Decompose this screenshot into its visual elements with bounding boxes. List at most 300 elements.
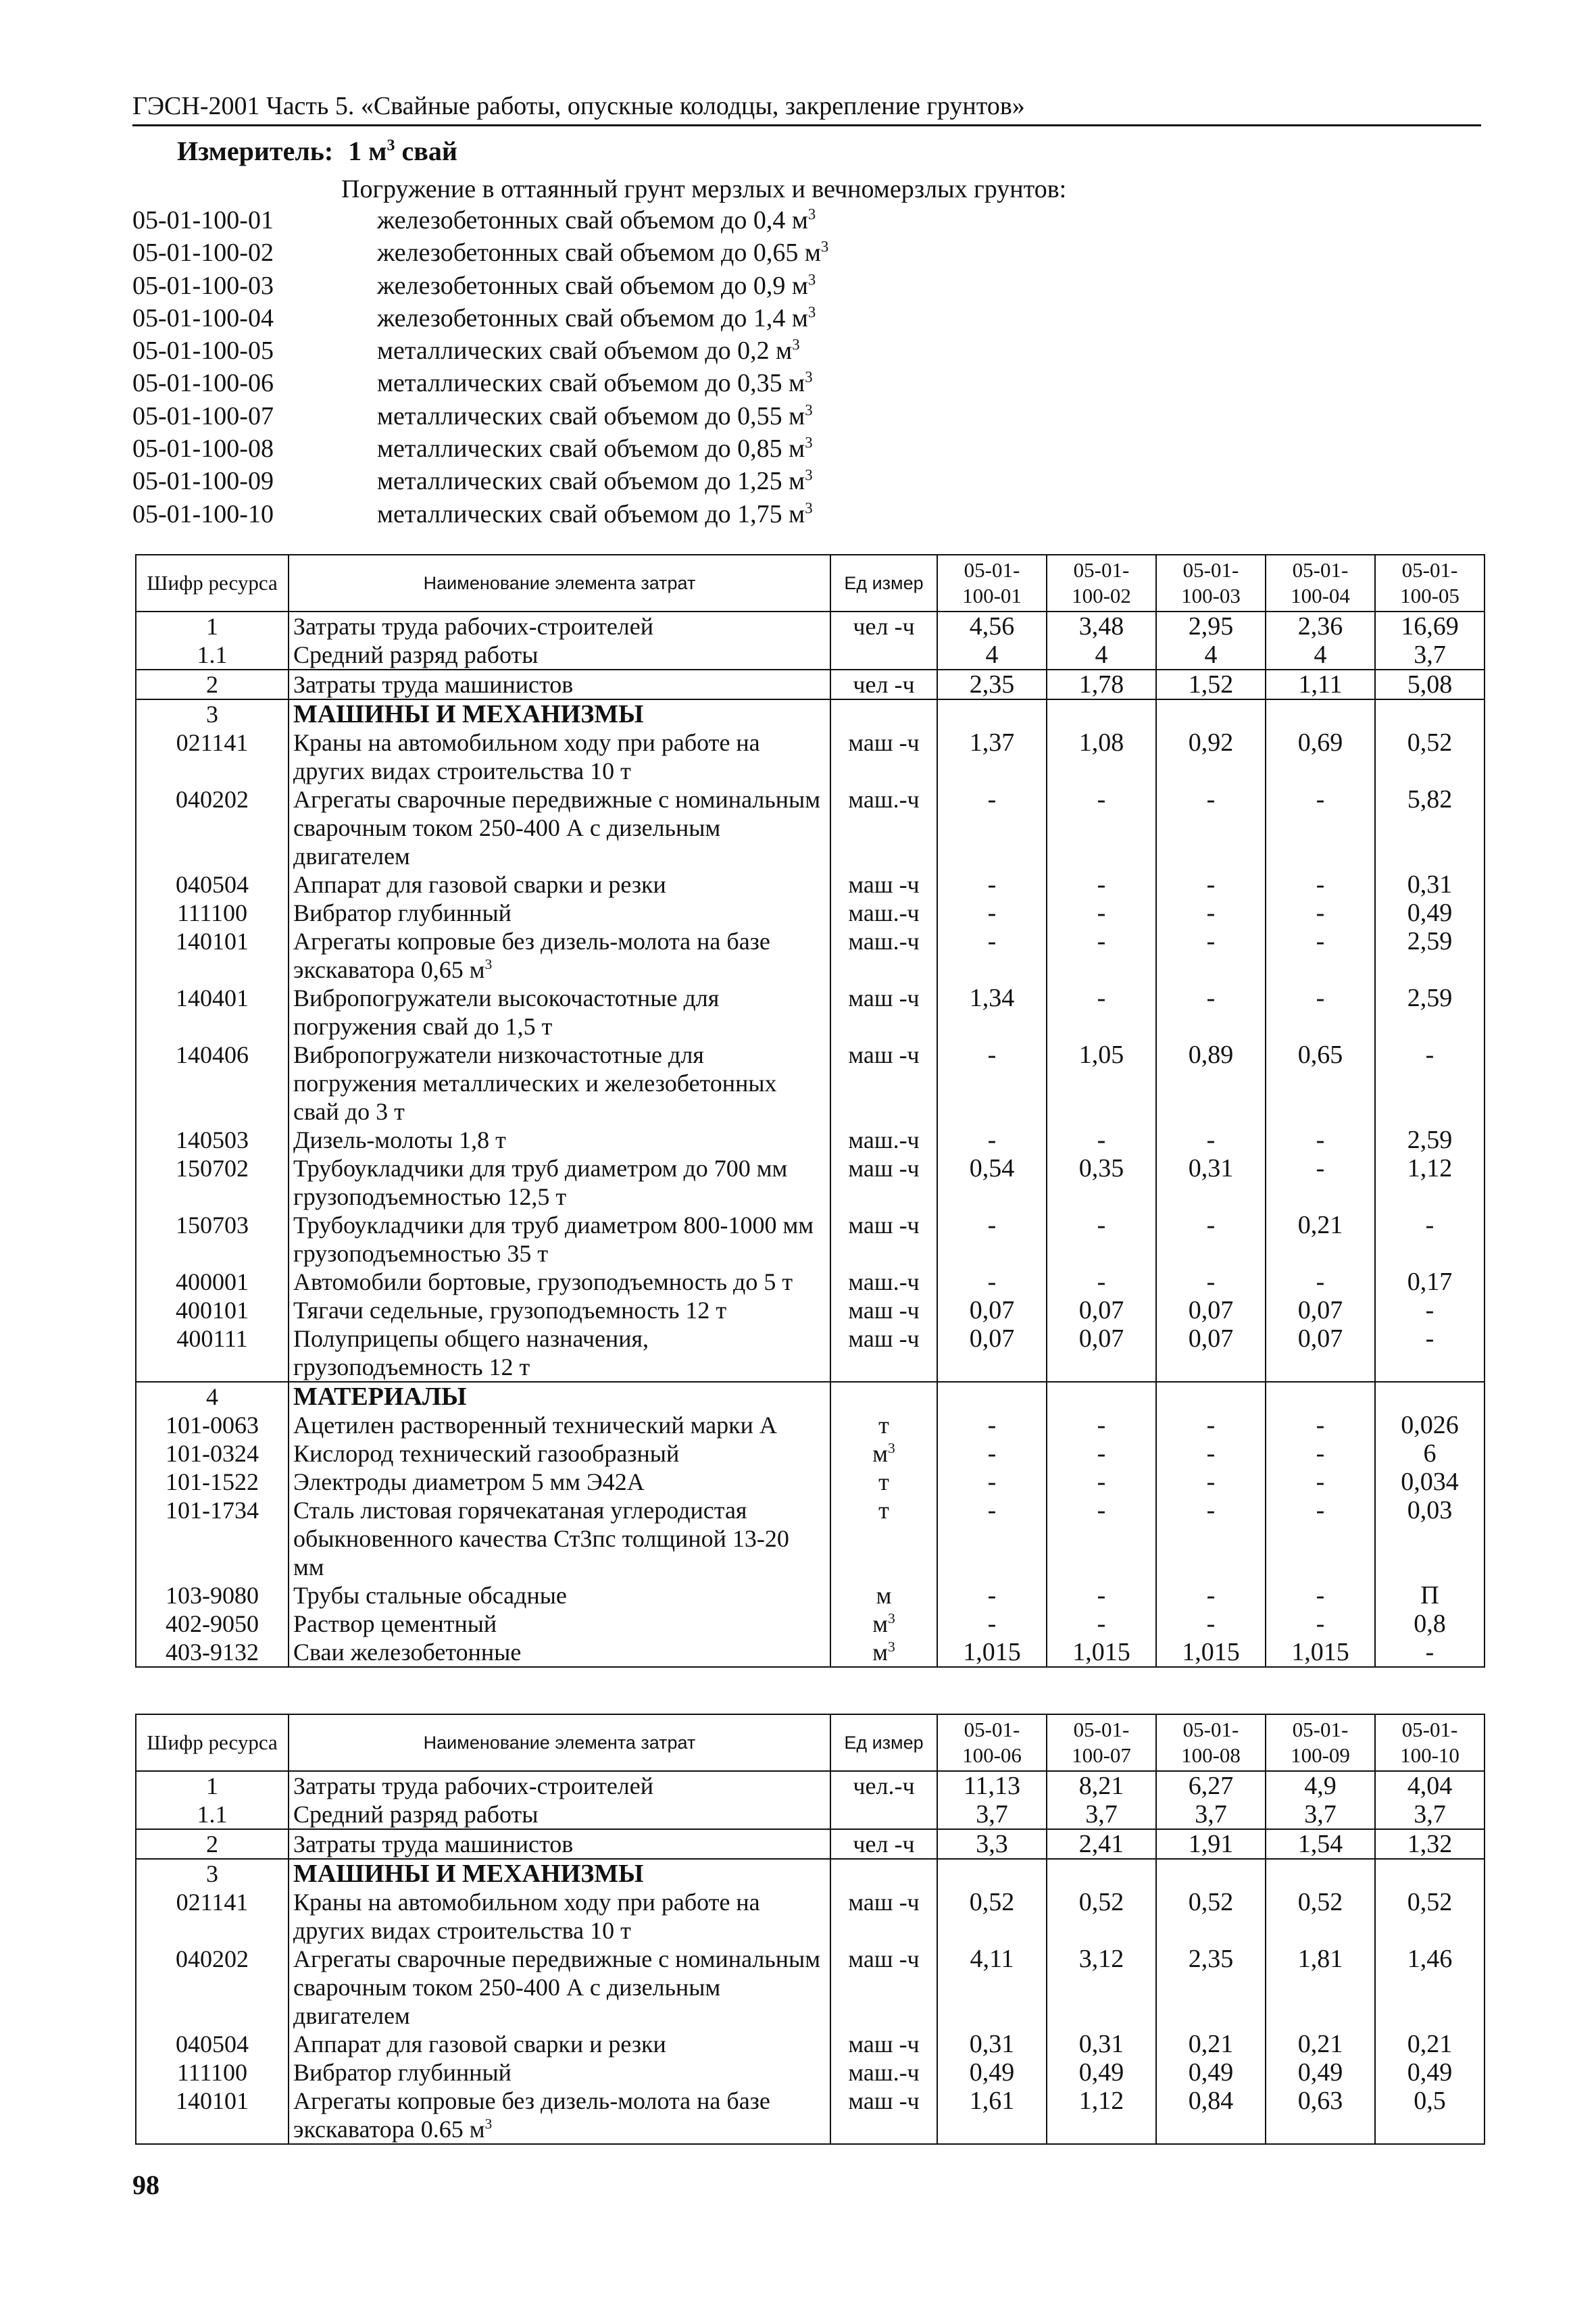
norm-value: - (1047, 927, 1156, 984)
resource-unit-text: м (872, 1610, 888, 1637)
code-list-item (132, 432, 1078, 465)
norm-value: 4,04 (1375, 1771, 1485, 1800)
superscript: 3 (820, 238, 829, 255)
norm-value: 0,21 (1266, 1211, 1375, 1268)
norm-value: - (1375, 1296, 1485, 1324)
item-description-text: металлических свай объемом до 0,35 м (377, 369, 805, 398)
norm-value: 3,7 (1156, 1800, 1266, 1829)
norm-value: - (1266, 1439, 1375, 1468)
resource-unit (830, 1800, 937, 1829)
resource-name-text: Вибратор глубинный (293, 2059, 512, 2086)
norm-value: - (1156, 1581, 1266, 1610)
col-header-unit: Ед измер (830, 555, 937, 612)
norm-value: 0,21 (1266, 2030, 1375, 2058)
norm-value: - (1375, 1638, 1485, 1667)
norm-value: - (1156, 1268, 1266, 1296)
resource-unit (830, 1829, 937, 1859)
resource-name-text: Краны на автомобильном ходу при работе на других видах строительства 10 т (293, 1889, 760, 1944)
resource-code: 3 (136, 1859, 289, 1888)
norm-value: 0,92 (1156, 728, 1266, 785)
section-row (136, 699, 1485, 728)
table-row (136, 1468, 1485, 1496)
resource-name-text: Раствор цементный (293, 1610, 497, 1637)
norm-value: - (1156, 1496, 1266, 1581)
norm-value: - (1266, 984, 1375, 1041)
norm-value: 2,59 (1375, 984, 1485, 1041)
superscript: 3 (792, 336, 800, 353)
norm-value: 1,015 (1266, 1638, 1375, 1667)
norm-value: 1,81 (1266, 1945, 1375, 2030)
norm-value: 1,32 (1375, 1829, 1485, 1859)
col-header-code: Шифр ресурса (136, 1714, 289, 1771)
resource-name-text: Трубоукладчики для труб диаметром 800-1000 мм грузоподъемностью 35 т (293, 1212, 814, 1267)
resource-table-1 (135, 554, 1485, 1668)
resource-code: 150702 (136, 1154, 289, 1211)
resource-unit (830, 1468, 937, 1496)
code-list (132, 204, 1078, 530)
norm-value (1375, 699, 1485, 728)
resource-name-text: Аппарат для газовой сварки и резки (293, 871, 666, 898)
norm-value: 2,35 (1156, 1945, 1266, 2030)
code-list-item (132, 367, 1078, 399)
norm-value: - (1266, 1610, 1375, 1638)
resource-name-text: Тягачи седельные, грузоподъемность 12 т (293, 1297, 727, 1324)
table-row (136, 728, 1485, 785)
resource-name (289, 699, 830, 728)
code-list-item (132, 204, 1078, 237)
item-description (377, 432, 813, 465)
resource-name (289, 1211, 830, 1268)
norm-value: 0,84 (1156, 2087, 1266, 2144)
table-row (136, 1411, 1485, 1439)
resource-unit-text: маш -ч (848, 1945, 920, 1972)
norm-value: 1,37 (937, 728, 1047, 785)
norm-value: П (1375, 1581, 1485, 1610)
norm-value: 6,27 (1156, 1771, 1266, 1800)
norm-value: 0,07 (1156, 1324, 1266, 1382)
resource-name-text: Агрегаты копровые без дизель-молота на базе экскаватора 0,65 м (293, 928, 770, 983)
norm-value (937, 699, 1047, 728)
resource-name-text: Полуприцепы общего назначения, грузоподъемность 12 т (293, 1325, 649, 1380)
superscript: 3 (887, 1440, 895, 1456)
resource-code: 1 (136, 1771, 289, 1800)
norm-value: 0,52 (1047, 1888, 1156, 1945)
resource-name (289, 2058, 830, 2087)
resource-code: 140406 (136, 1041, 289, 1126)
table-row (136, 1041, 1485, 1126)
page-number: 98 (132, 2170, 159, 2200)
norm-value: - (1047, 1610, 1156, 1638)
norm-value: 3,7 (1266, 1800, 1375, 1829)
norm-value: 1,12 (1375, 1154, 1485, 1211)
resource-unit (830, 1268, 937, 1296)
resource-unit (830, 1324, 937, 1382)
norm-value: - (937, 927, 1047, 984)
norm-value: - (1047, 1268, 1156, 1296)
resource-code: 140401 (136, 984, 289, 1041)
meter-label: Измеритель: (177, 136, 334, 166)
item-description (377, 400, 813, 432)
resource-name (289, 1496, 830, 1581)
table-row (136, 1268, 1485, 1296)
resource-unit-text: т (878, 1497, 889, 1524)
col-header-name: Наименование элемента затрат (289, 555, 830, 612)
resource-name-text: Затраты труда рабочих-строителей (293, 613, 654, 640)
resource-name-text: Средний разряд работы (293, 1801, 539, 1828)
table-row (136, 1888, 1485, 1945)
resource-unit (830, 1411, 937, 1439)
resource-name-text: Трубы стальные обсадные (293, 1582, 567, 1609)
resource-name-text: Затраты труда машинистов (293, 671, 574, 698)
norm-value: - (937, 1581, 1047, 1610)
norm-value: - (1156, 1439, 1266, 1468)
item-description (377, 465, 813, 497)
item-description-text: металлических свай объемом до 0,2 м (377, 337, 793, 366)
superscript: 3 (484, 956, 493, 972)
item-description (377, 237, 828, 269)
norm-value: 0,07 (1047, 1296, 1156, 1324)
norm-value: 1,015 (1047, 1638, 1156, 1667)
resource-name (289, 1581, 830, 1610)
norm-value: - (937, 899, 1047, 927)
resource-unit-text: маш -ч (848, 1297, 920, 1324)
table-row (136, 1324, 1485, 1382)
resource-name (289, 1382, 830, 1411)
item-description-text: металлических свай объемом до 1,25 м (377, 467, 805, 496)
norm-value: - (1156, 1610, 1266, 1638)
norm-value: 4,56 (937, 612, 1047, 641)
norm-value: 4 (1047, 641, 1156, 670)
item-description-text: железобетонных свай объемом до 1,4 м (377, 303, 808, 332)
norm-value: - (1047, 1581, 1156, 1610)
norm-value: 5,08 (1375, 670, 1485, 699)
col-header-norm: 05-01- 100-01 (937, 555, 1047, 612)
resource-unit (830, 927, 937, 984)
norm-value: - (937, 1126, 1047, 1154)
superscript: 3 (805, 368, 813, 386)
norm-value: 3,12 (1047, 1945, 1156, 2030)
norm-value: 2,36 (1266, 612, 1375, 641)
resource-name (289, 1041, 830, 1126)
resource-name-text: МАШИНЫ И МЕХАНИЗМЫ (293, 700, 644, 728)
resource-name-text: Затраты труда рабочих-строителей (293, 1772, 654, 1799)
resource-code: 111100 (136, 899, 289, 927)
resource-name (289, 1829, 830, 1859)
norm-value: 0,49 (1375, 2058, 1485, 2087)
norm-value: - (937, 1211, 1047, 1268)
superscript: 3 (805, 434, 813, 451)
resource-unit (830, 1041, 937, 1126)
resource-unit (830, 1126, 937, 1154)
table-row (136, 1945, 1485, 2030)
norm-value: 3,7 (1375, 641, 1485, 670)
norm-value: 0,49 (1266, 2058, 1375, 2087)
norm-value: 1,015 (1156, 1638, 1266, 1667)
resource-name (289, 1126, 830, 1154)
item-description (377, 302, 816, 334)
norm-value: - (1266, 1468, 1375, 1496)
norm-value: - (1266, 1496, 1375, 1581)
resource-code: 040504 (136, 2030, 289, 2058)
superscript: 3 (807, 205, 816, 223)
norm-value: 0,21 (1375, 2030, 1485, 2058)
table-row (136, 2058, 1485, 2087)
norm-value: - (1266, 1411, 1375, 1439)
resource-name (289, 927, 830, 984)
resource-name-text: Средний разряд работы (293, 641, 539, 668)
resource-unit-text: маш -ч (848, 1325, 920, 1352)
resource-name (289, 1324, 830, 1382)
resource-unit-text: чел -ч (853, 613, 915, 640)
norm-value: 0,21 (1156, 2030, 1266, 2058)
norm-value: 0,03 (1375, 1496, 1485, 1581)
resource-unit-text: маш -ч (848, 729, 920, 756)
norm-value (1156, 1382, 1266, 1411)
item-code: 05-01-100-05 (132, 337, 274, 366)
norm-value: 6 (1375, 1439, 1485, 1468)
norm-value: - (937, 1041, 1047, 1126)
norm-value: - (937, 1610, 1047, 1638)
resource-name-text: Трубоукладчики для труб диаметром до 700 мм грузоподъемностью 12,5 т (293, 1155, 788, 1210)
resource-name-text: Вибропогружатели низкочастотные для погружения металлических и железобетонных свай до 3 т (293, 1041, 777, 1125)
norm-value: 1,54 (1266, 1829, 1375, 1859)
resource-name-text: Дизель-молоты 1,8 т (293, 1126, 506, 1153)
norm-value: - (1156, 870, 1266, 899)
table-header-row (136, 555, 1485, 612)
resource-code: 040504 (136, 870, 289, 899)
superscript: 3 (805, 401, 813, 419)
resource-code: 1.1 (136, 1800, 289, 1829)
resource-name-text: Электроды диаметром 5 мм Э42А (293, 1468, 645, 1495)
col-header-norm: 05-01- 100-10 (1375, 1714, 1485, 1771)
norm-value: - (937, 1439, 1047, 1468)
resource-code: 150703 (136, 1211, 289, 1268)
resource-unit-text: маш -ч (848, 1889, 920, 1916)
norm-value: 2,95 (1156, 612, 1266, 641)
resource-name (289, 1610, 830, 1638)
norm-value: - (1156, 1126, 1266, 1154)
norm-value: 3,3 (937, 1829, 1047, 1859)
meter-line (177, 135, 457, 167)
resource-code: 2 (136, 1829, 289, 1859)
superscript: 3 (805, 499, 813, 517)
resource-unit (830, 641, 937, 670)
resource-unit (830, 1154, 937, 1211)
norm-value: 0,034 (1375, 1468, 1485, 1496)
table-row (136, 1771, 1485, 1800)
resource-code: 111100 (136, 2058, 289, 2087)
norm-value: - (1047, 1496, 1156, 1581)
resource-code: 021141 (136, 1888, 289, 1945)
norm-value: 1,46 (1375, 1945, 1485, 2030)
norm-value: 0,52 (937, 1888, 1047, 1945)
resource-unit-text: м (876, 1582, 892, 1609)
resource-unit-text: маш.-ч (848, 899, 920, 926)
norm-value: 0,35 (1047, 1154, 1156, 1211)
table-row (136, 1581, 1485, 1610)
norm-value (1375, 1382, 1485, 1411)
resource-unit-text: маш.-ч (848, 928, 920, 955)
resource-unit-text: м (872, 1440, 888, 1467)
resource-code: 103-9080 (136, 1581, 289, 1610)
norm-value: 4 (1156, 641, 1266, 670)
resource-unit-text: маш -ч (848, 871, 920, 898)
norm-value: - (937, 785, 1047, 870)
item-code: 05-01-100-06 (132, 369, 274, 398)
item-code: 05-01-100-08 (132, 434, 274, 464)
table-row (136, 641, 1485, 670)
norm-value: - (1266, 785, 1375, 870)
resource-name-text: МАШИНЫ И МЕХАНИЗМЫ (293, 1860, 644, 1888)
resource-name (289, 612, 830, 641)
resource-name (289, 785, 830, 870)
resource-unit (830, 870, 937, 899)
resource-unit-text: маш.-ч (848, 2059, 920, 2086)
norm-value: 0,31 (937, 2030, 1047, 2058)
resource-name-text: Ацетилен растворенный технический марки А (293, 1412, 777, 1439)
item-description-text: металлических свай объемом до 0,55 м (377, 401, 805, 430)
resource-unit-text: маш -ч (848, 985, 920, 1012)
norm-value: - (1266, 1268, 1375, 1296)
resource-unit-text: маш.-ч (848, 786, 920, 813)
col-header-norm: 05-01- 100-02 (1047, 555, 1156, 612)
norm-value: - (1375, 1041, 1485, 1126)
resource-name (289, 670, 830, 699)
norm-value: 3,7 (1047, 1800, 1156, 1829)
resource-code: 400111 (136, 1324, 289, 1382)
norm-value: - (1266, 1154, 1375, 1211)
norm-value: - (1375, 1211, 1485, 1268)
norm-value (1156, 1859, 1266, 1888)
resource-unit (830, 1439, 937, 1468)
resource-name (289, 899, 830, 927)
code-list-item (132, 498, 1078, 530)
resource-code: 140101 (136, 2087, 289, 2144)
resource-name (289, 2030, 830, 2058)
resource-name (289, 870, 830, 899)
item-description (377, 204, 816, 237)
resource-name-text: Аппарат для газовой сварки и резки (293, 2031, 666, 2058)
resource-code: 4 (136, 1382, 289, 1411)
resource-unit (830, 612, 937, 641)
resource-name-text: Кислород технический газообразный (293, 1440, 680, 1467)
norm-value: 5,82 (1375, 785, 1485, 870)
norm-value: 0,65 (1266, 1041, 1375, 1126)
norm-value: - (1047, 984, 1156, 1041)
resource-unit-text: чел -ч (853, 671, 915, 698)
resource-code: 140503 (136, 1126, 289, 1154)
resource-unit-text: маш.-ч (848, 1268, 920, 1295)
norm-value: 2,59 (1375, 927, 1485, 984)
page-header: ГЭСН-2001 Часть 5. «Свайные работы, опускные колодцы, закрепление грунтов» (132, 89, 1481, 126)
resource-unit-text: т (878, 1412, 889, 1439)
resource-name-text: Краны на автомобильном ходу при работе на других видах строительства 10 т (293, 729, 760, 785)
table-row (136, 899, 1485, 927)
resource-unit (830, 1211, 937, 1268)
norm-value: 0,07 (1266, 1296, 1375, 1324)
norm-value: 11,13 (937, 1771, 1047, 1800)
norm-value: 2,59 (1375, 1126, 1485, 1154)
table-row (136, 612, 1485, 641)
norm-value: 0,07 (1266, 1324, 1375, 1382)
superscript: 3 (807, 303, 816, 321)
norm-value: - (1047, 785, 1156, 870)
table-row (136, 2087, 1485, 2144)
norm-value (937, 1382, 1047, 1411)
norm-value: 4,9 (1266, 1771, 1375, 1800)
norm-value: 3,48 (1047, 612, 1156, 641)
item-code: 05-01-100-01 (132, 206, 274, 234)
norm-value: 0,07 (1156, 1296, 1266, 1324)
norm-value: - (1156, 927, 1266, 984)
norm-value: 0,31 (1156, 1154, 1266, 1211)
resource-unit-text: маш -ч (848, 2031, 920, 2058)
norm-value (1047, 1382, 1156, 1411)
table-row (136, 1296, 1485, 1324)
resource-code: 101-0063 (136, 1411, 289, 1439)
resource-name (289, 1268, 830, 1296)
norm-value: 0,52 (1375, 728, 1485, 785)
item-code: 05-01-100-09 (132, 467, 274, 496)
resource-unit (830, 984, 937, 1041)
col-header-norm: 05-01- 100-09 (1266, 1714, 1375, 1771)
resource-unit-text: маш -ч (848, 2087, 920, 2114)
table-row (136, 1126, 1485, 1154)
resource-name (289, 1439, 830, 1468)
norm-value: - (1266, 899, 1375, 927)
norm-value: 0,52 (1375, 1888, 1485, 1945)
resource-unit (830, 1496, 937, 1581)
resource-unit-text: маш -ч (848, 1041, 920, 1068)
norm-value: 0,49 (1156, 2058, 1266, 2087)
col-header-unit: Ед измер (830, 1714, 937, 1771)
resource-code: 2 (136, 670, 289, 699)
resource-name-text: Вибропогружатели высокочастотные для погружения свай до 1,5 т (293, 985, 720, 1040)
norm-value: 3,7 (937, 1800, 1047, 1829)
norm-value: 8,21 (1047, 1771, 1156, 1800)
resource-code: 021141 (136, 728, 289, 785)
norm-value: 0,49 (937, 2058, 1047, 2087)
resource-unit (830, 1581, 937, 1610)
norm-value: - (937, 1496, 1047, 1581)
norm-value: 1,78 (1047, 670, 1156, 699)
table-row (136, 1638, 1485, 1667)
resource-unit (830, 670, 937, 699)
resource-unit-text: маш -ч (848, 1155, 920, 1182)
norm-value: 0,69 (1266, 728, 1375, 785)
resource-unit (830, 1945, 937, 2030)
resource-code: 402-9050 (136, 1610, 289, 1638)
col-header-norm: 05-01- 100-07 (1047, 1714, 1156, 1771)
table-row (136, 2030, 1485, 2058)
norm-value: 0,07 (1047, 1324, 1156, 1382)
norm-value: - (1047, 870, 1156, 899)
section-row (136, 1382, 1485, 1411)
table-header-row (136, 1714, 1485, 1771)
norm-value: - (937, 1268, 1047, 1296)
norm-value: 1,015 (937, 1638, 1047, 1667)
norm-value: 1,52 (1156, 670, 1266, 699)
norm-value (1266, 1859, 1375, 1888)
norm-value: 0,54 (937, 1154, 1047, 1211)
norm-value: 1,12 (1047, 2087, 1156, 2144)
table-row (136, 1610, 1485, 1638)
resource-code: 1.1 (136, 641, 289, 670)
norm-value: - (1375, 1324, 1485, 1382)
col-header-name: Наименование элемента затрат (289, 1714, 830, 1771)
resource-name (289, 1945, 830, 2030)
item-description-text: металлических свай объемом до 1,75 м (377, 499, 805, 528)
